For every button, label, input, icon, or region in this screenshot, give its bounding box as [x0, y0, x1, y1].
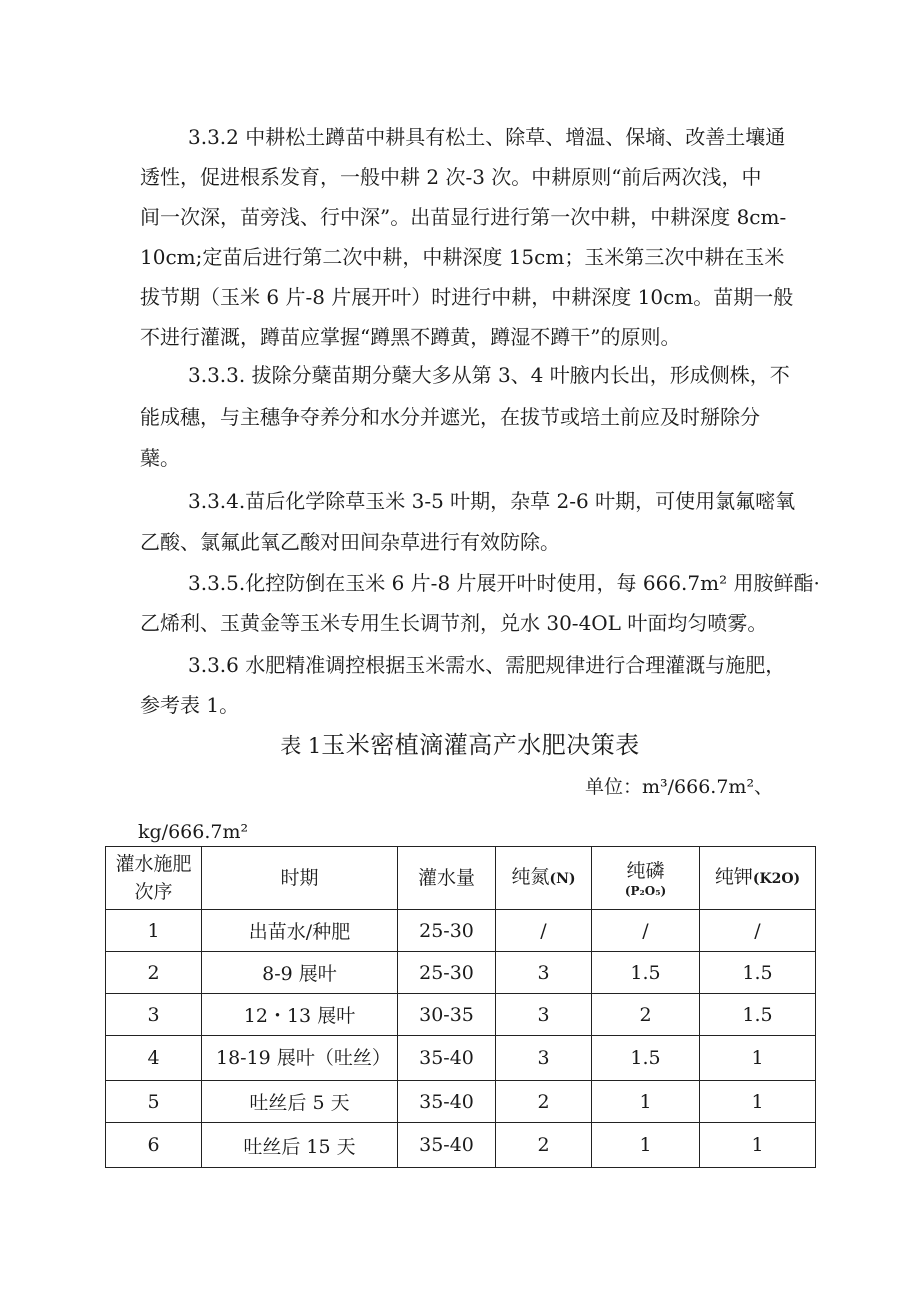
cell-order: 1	[106, 910, 202, 952]
cell-period-text: 18-19 展叶（吐丝）	[216, 1047, 391, 1069]
table-row	[106, 1036, 816, 1081]
paragraph-line: 3.3.6 水肥精准调控根据玉米需水、需肥规律进行合理灌溉与施肥，	[188, 653, 786, 677]
cell-potassium: 1.5	[700, 952, 816, 994]
cell-potassium: /	[700, 910, 816, 952]
paragraph-line: 透性，促进根系发育，一般中耕 2 次-3 次。中耕原则“前后两次浅，中	[140, 165, 762, 189]
header-potassium-sub: (K2O)	[752, 871, 801, 887]
cell-phosphorus: /	[592, 910, 700, 952]
paragraph-line: 乙酸、氯氟此氧乙酸对田间杂草进行有效防除。	[140, 530, 560, 554]
table-row	[106, 910, 816, 952]
table-number: 表 1	[280, 734, 322, 758]
table-title	[0, 729, 920, 762]
header-nitrogen-sub: (N)	[549, 871, 576, 887]
cell-phosphorus: 2	[592, 994, 700, 1036]
table-row	[106, 952, 816, 994]
cell-water: 25-30	[398, 910, 496, 952]
cell-water: 30-35	[398, 994, 496, 1036]
header-phosphorus-label: 纯磷	[626, 860, 665, 882]
cell-nitrogen: 2	[496, 1081, 592, 1123]
cell-phosphorus: 1.5	[592, 952, 700, 994]
paragraph-line: 参考表 1。	[140, 693, 240, 717]
table-row	[106, 994, 816, 1036]
unit-line-1: 单位：m³/666.7m²、	[585, 776, 774, 798]
header-order	[106, 847, 202, 910]
fertilizer-decision-table	[105, 846, 816, 1168]
cell-order: 5	[106, 1081, 202, 1123]
cell-nitrogen: 3	[496, 952, 592, 994]
paragraph-line: 拔节期（玉米 6 片-8 片展开叶）时进行中耕，中耕深度 10cm。苗期一般	[140, 285, 794, 309]
cell-period: 出苗水/种肥	[202, 910, 398, 952]
paragraph-line: 不进行灌溉，蹲苗应掌握“蹲黑不蹲黄，蹲湿不蹲干”的原则。	[140, 325, 681, 349]
cell-potassium: 1.5	[700, 994, 816, 1036]
header-order-line2: 次序	[134, 881, 173, 903]
header-water: 灌水量	[398, 847, 496, 910]
cell-nitrogen: 3	[496, 994, 592, 1036]
cell-phosphorus: 1.5	[592, 1036, 700, 1081]
header-period: 时期	[202, 847, 398, 910]
paragraph-line: 3.3.2 中耕松土蹲苗中耕具有松土、除草、增温、保墒、改善土壤通	[188, 125, 786, 149]
paragraph-line: 间一次深，苗旁浅、行中深”。出苗显行进行第一次中耕，中耕深度 8cm-	[140, 205, 787, 229]
header-nitrogen-label: 纯氮	[511, 866, 550, 888]
cell-water: 35-40	[398, 1081, 496, 1123]
header-potassium-label: 纯钾	[714, 866, 753, 888]
paragraph-line: 3.3.4.苗后化学除草玉米 3-5 叶期，杂草 2-6 叶期，可使用氯氟嘧氧	[188, 489, 796, 513]
paragraph-line: 3.3.5.化控防倒在玉米 6 片-8 片展开叶时使用，每 666.7m² 用胺鲜酯·	[188, 571, 820, 595]
table-row	[106, 1123, 816, 1168]
cell-period: 吐丝后 15 天	[202, 1123, 398, 1168]
cell-order: 4	[106, 1036, 202, 1081]
cell-phosphorus: 1	[592, 1123, 700, 1168]
table-row	[106, 1081, 816, 1123]
paragraph-line: 乙烯利、玉黄金等玉米专用生长调节剂，兑水 30-4OL 叶面均匀喷雾。	[140, 611, 768, 635]
table-name: 玉米密植滴灌高产水肥决策表	[321, 731, 640, 759]
cell-water: 35-40	[398, 1123, 496, 1168]
paragraph-line: 能成穗，与主穗争夺养分和水分并遮光，在拔节或培土前应及时掰除分	[140, 405, 760, 429]
paragraph-line: 3.3.3. 拔除分蘖苗期分蘖大多从第 3、4 叶腋内长出，形成侧株，不	[188, 363, 790, 387]
cell-water: 35-40	[398, 1036, 496, 1081]
cell-nitrogen: 2	[496, 1123, 592, 1168]
header-phosphorus-sub: (P₂O₅)	[624, 884, 667, 898]
cell-water: 25-30	[398, 952, 496, 994]
cell-period	[202, 1036, 398, 1081]
header-nitrogen	[496, 847, 592, 910]
cell-order: 6	[106, 1123, 202, 1168]
cell-potassium: 1	[700, 1036, 816, 1081]
cell-nitrogen: 3	[496, 1036, 592, 1081]
header-potassium	[700, 847, 816, 910]
cell-potassium: 1	[700, 1123, 816, 1168]
unit-line-2: kg/666.7m²	[138, 821, 249, 843]
cell-nitrogen: /	[496, 910, 592, 952]
cell-order: 3	[106, 994, 202, 1036]
cell-order: 2	[106, 952, 202, 994]
cell-phosphorus: 1	[592, 1081, 700, 1123]
header-phosphorus	[592, 847, 700, 910]
paragraph-line: 蘖。	[140, 446, 180, 470]
table-header-row	[106, 847, 816, 910]
cell-period: 吐丝后 5 天	[202, 1081, 398, 1123]
cell-period: 12・13 展叶	[202, 994, 398, 1036]
cell-potassium: 1	[700, 1081, 816, 1123]
cell-period: 8-9 展叶	[202, 952, 398, 994]
paragraph-line: 10cm;定苗后进行第二次中耕，中耕深度 15cm；玉米第三次中耕在玉米	[140, 245, 785, 269]
header-order-line1: 灌水施肥	[115, 853, 192, 875]
